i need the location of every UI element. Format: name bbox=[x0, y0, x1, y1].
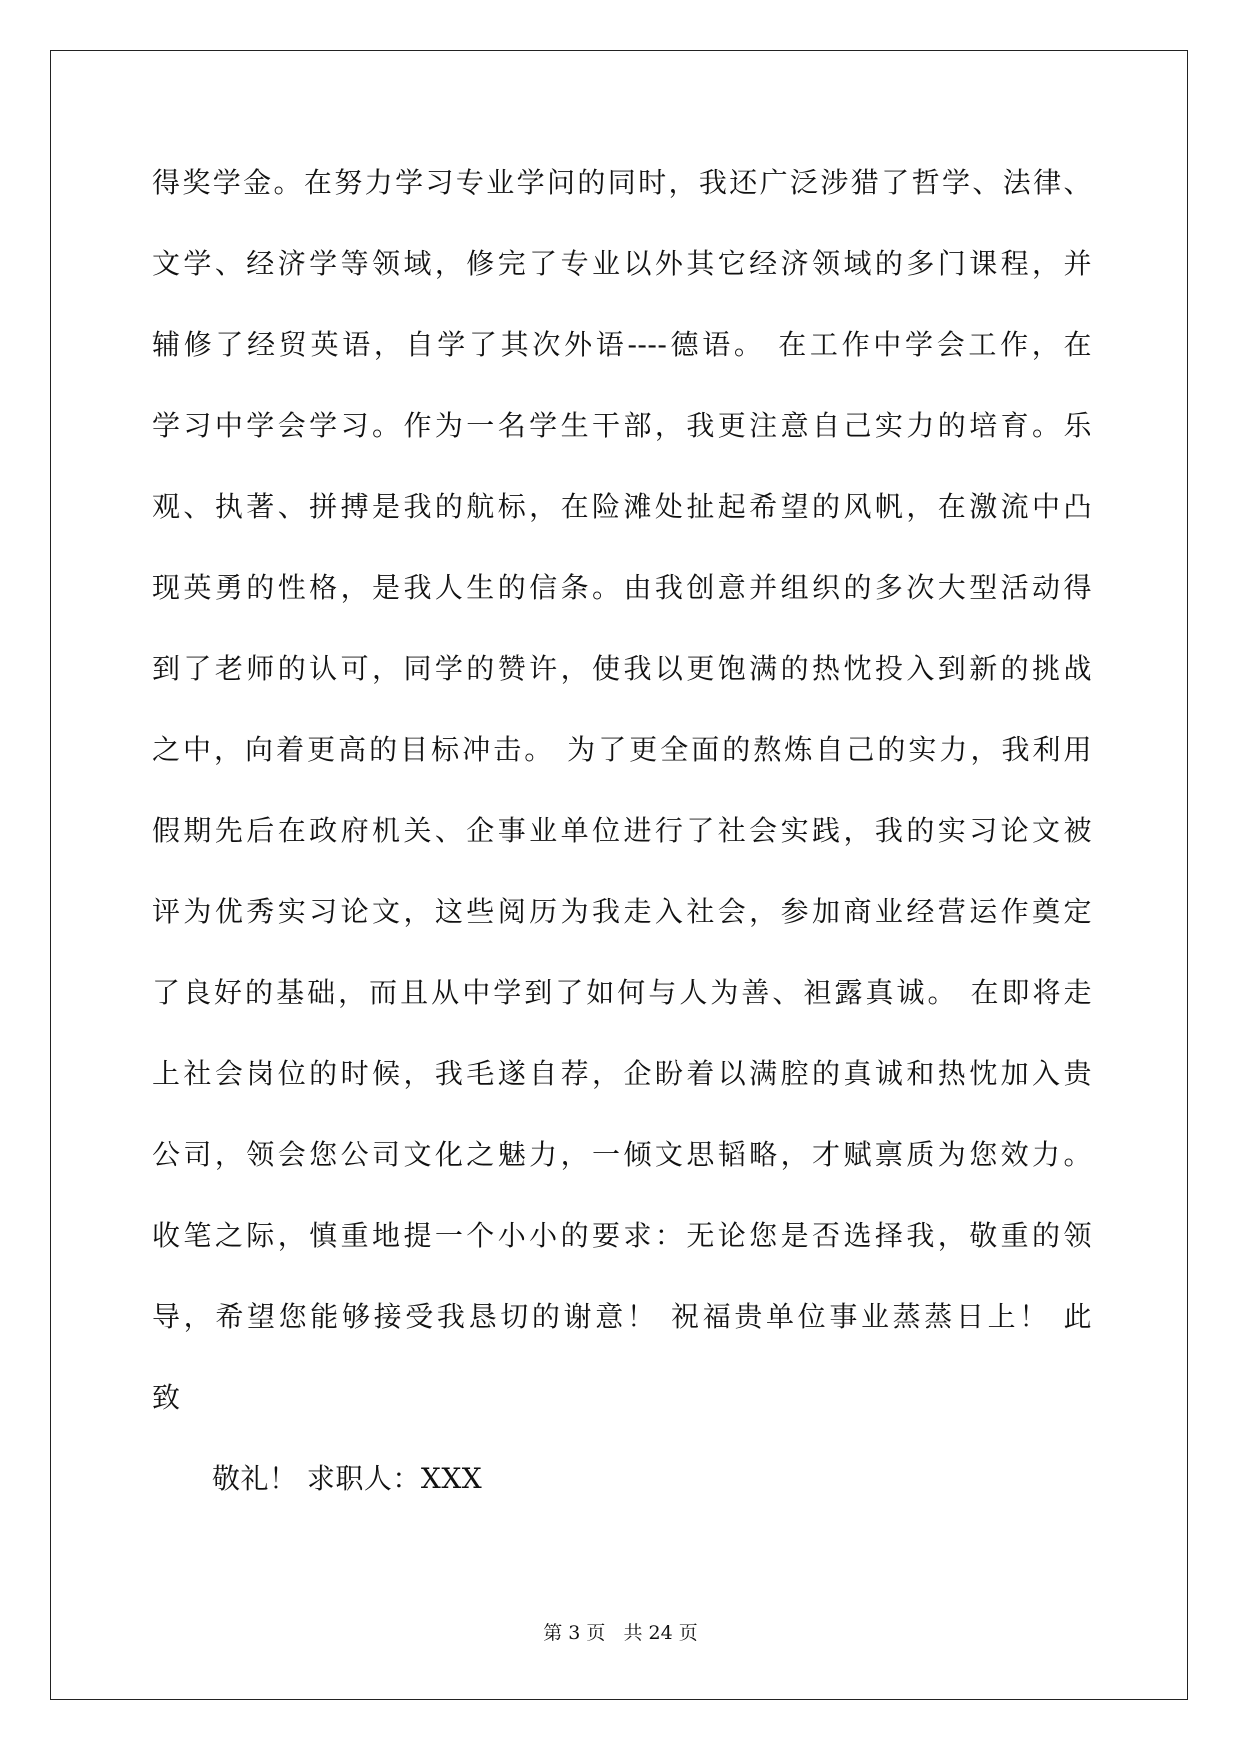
closing-signature-line: 敬礼！ 求职人：XXX bbox=[212, 1462, 483, 1495]
text-line: 文学、经济学等领域，修完了专业以外其它经济领域的多门课程，并 bbox=[152, 247, 1092, 280]
text-line: 公司，领会您公司文化之魅力，一倾文思韬略，才赋禀质为您效力。 bbox=[152, 1138, 1092, 1171]
text-line: 上社会岗位的时候，我毛遂自荐，企盼着以满腔的真诚和热忱加入贵 bbox=[152, 1057, 1092, 1090]
page-number-footer bbox=[0, 1621, 1241, 1645]
text-line: 学习中学会学习。作为一名学生干部，我更注意自己实力的培育。乐 bbox=[152, 409, 1092, 442]
text-line: 观、执著、拼搏是我的航标，在险滩处扯起希望的风帆，在激流中凸 bbox=[152, 490, 1092, 523]
text-line: 假期先后在政府机关、企事业单位进行了社会实践，我的实习论文被 bbox=[152, 814, 1092, 847]
text-line: 致 bbox=[152, 1381, 181, 1414]
text-line: 收笔之际，慎重地提一个小小的要求：无论您是否选择我，敬重的领 bbox=[152, 1219, 1092, 1252]
letter-body bbox=[152, 163, 1092, 1540]
text-line: 到了老师的认可，同学的赞许，使我以更饱满的热忱投入到新的挑战 bbox=[152, 652, 1092, 685]
text-line: 辅修了经贸英语，自学了其次外语----德语。 在工作中学会工作，在 bbox=[152, 328, 1092, 361]
text-line: 之中，向着更高的目标冲击。 为了更全面的熬炼自己的实力，我利用 bbox=[152, 733, 1092, 766]
page-number-label: 第 3 页 共 24 页 bbox=[543, 1622, 698, 1644]
text-line: 得奖学金。在努力学习专业学问的同时，我还广泛涉猎了哲学、法律、 bbox=[152, 166, 1092, 199]
text-line: 现英勇的性格，是我人生的信条。由我创意并组织的多次大型活动得 bbox=[152, 571, 1092, 604]
text-line: 评为优秀实习论文，这些阅历为我走入社会，参加商业经营运作奠定 bbox=[152, 895, 1092, 928]
text-line: 导，希望您能够接受我恳切的谢意！ 祝福贵单位事业蒸蒸日上！ 此 bbox=[152, 1300, 1092, 1333]
text-line: 了良好的基础，而且从中学到了如何与人为善、袒露真诚。 在即将走 bbox=[152, 976, 1092, 1009]
